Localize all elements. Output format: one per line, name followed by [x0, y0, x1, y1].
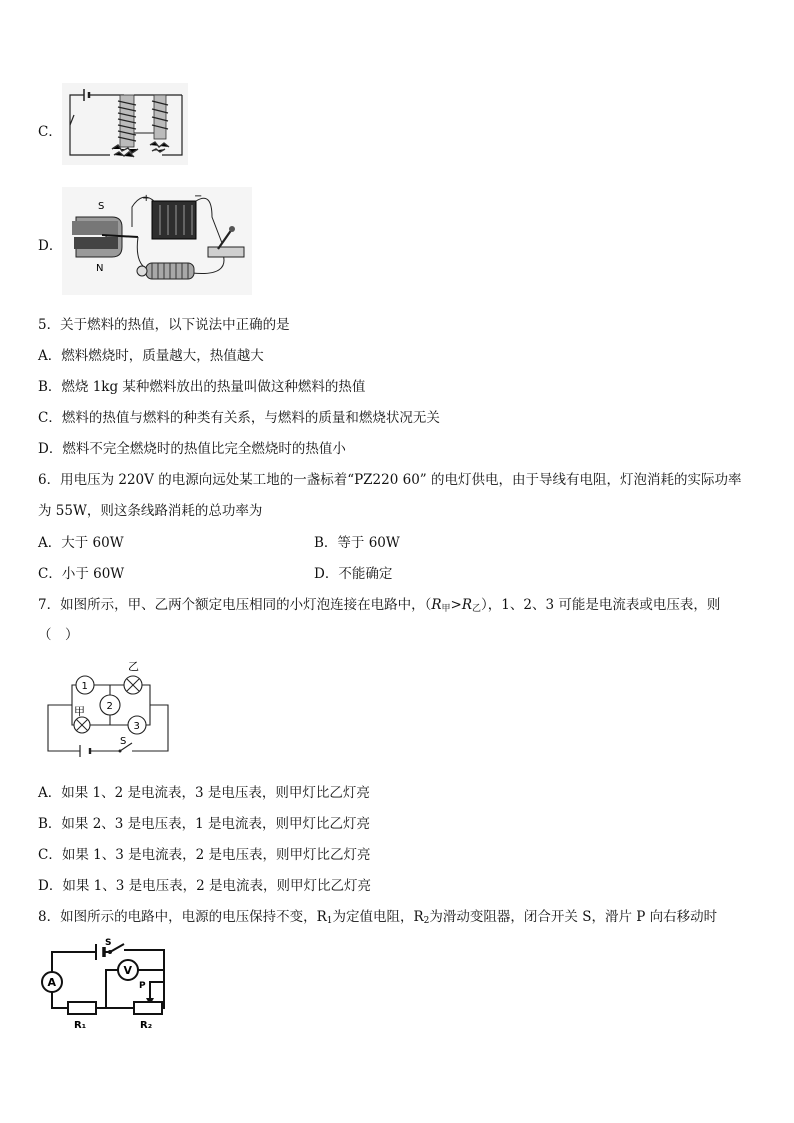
q8-stem: 8．如图所示的电路中，电源的电压保持不变，$R_1$为定值电阻，$R_2$为滑动变阻器，闭合开关 S，滑片 P 向右移动时 — [38, 909, 718, 926]
q5-option-b: B．燃烧 1kg 某种燃料放出的热量叫做这种燃料的热值 — [38, 379, 366, 395]
q7-answer-paren: （ ） — [38, 627, 79, 643]
figure-q8-circuit — [38, 938, 172, 1034]
figure-electromagnets — [62, 83, 188, 165]
q7-meter-2: 2 — [106, 701, 113, 712]
option-d-label: D． — [38, 238, 63, 254]
q6-stem-line2: 为 55W，则这条线路消耗的总功率为 — [38, 503, 263, 519]
q6-option-c: C．小于 60W — [38, 566, 125, 582]
q7-option-b: B．如果 2、3 是电压表，1 是电流表，则甲灯比乙灯亮 — [38, 816, 371, 832]
q5-option-d: D．燃料不完全燃烧时的热值比完全燃烧时的热值小 — [38, 441, 346, 457]
q7-option-a: A．如果 1、2 是电流表，3 是电压表，则甲灯比乙灯亮 — [38, 785, 370, 801]
q6-option-a: A．大于 60W — [38, 535, 124, 551]
q7-stem: 7．如图所示，甲、乙两个额定电压相同的小灯泡连接在电路中，$(R_甲>R_乙)$，1、2、3 可能是电流表或电压表，则 — [38, 597, 721, 614]
pole-s-label: S — [98, 201, 105, 212]
figure-q7-circuit — [40, 653, 174, 757]
q7-meter-1: 1 — [81, 681, 88, 692]
q5-option-c: C．燃料的热值与燃料的种类有关系，与燃料的质量和燃烧状况无关 — [38, 410, 440, 426]
q8-ammeter-label: A — [47, 976, 57, 989]
q8-r2-label: R₂ — [140, 1020, 153, 1031]
q7-option-d: D．如果 1、3 是电压表，2 是电流表，则甲灯比乙灯亮 — [38, 878, 371, 894]
q8-voltmeter-label: V — [123, 964, 133, 977]
q7-lamp-jia-label: 甲 — [74, 705, 85, 718]
q5-stem: 5．关于燃料的热值，以下说法中正确的是 — [38, 317, 290, 333]
q6-stem-line1: 6．用电压为 220V 的电源向远处某工地的一盏标着“PZ220 60” 的电灯供电，由于导线有电阻，灯泡消耗的实际功率 — [38, 472, 742, 488]
q8-slider-label: P — [139, 981, 146, 991]
q7-switch-label: S — [120, 736, 127, 747]
q5-option-a: A．燃料燃烧时，质量越大，热值越大 — [38, 348, 264, 364]
q7-meter-3: 3 — [133, 721, 140, 732]
q6-option-b: B．等于 60W — [314, 535, 400, 551]
pole-n-label: N — [96, 263, 104, 274]
battery-minus-label: − — [194, 191, 203, 202]
q8-switch-label: S — [105, 938, 112, 948]
battery-plus-label: + — [142, 193, 151, 204]
option-c-label: C． — [38, 124, 62, 140]
q7-option-c: C．如果 1、3 是电流表，2 是电压表，则甲灯比乙灯亮 — [38, 847, 371, 863]
q8-r1-label: R₁ — [74, 1020, 87, 1031]
figure-motor-circuit — [62, 187, 252, 295]
q6-option-d: D．不能确定 — [314, 566, 393, 582]
q7-lamp-yi-label: 乙 — [128, 660, 139, 673]
